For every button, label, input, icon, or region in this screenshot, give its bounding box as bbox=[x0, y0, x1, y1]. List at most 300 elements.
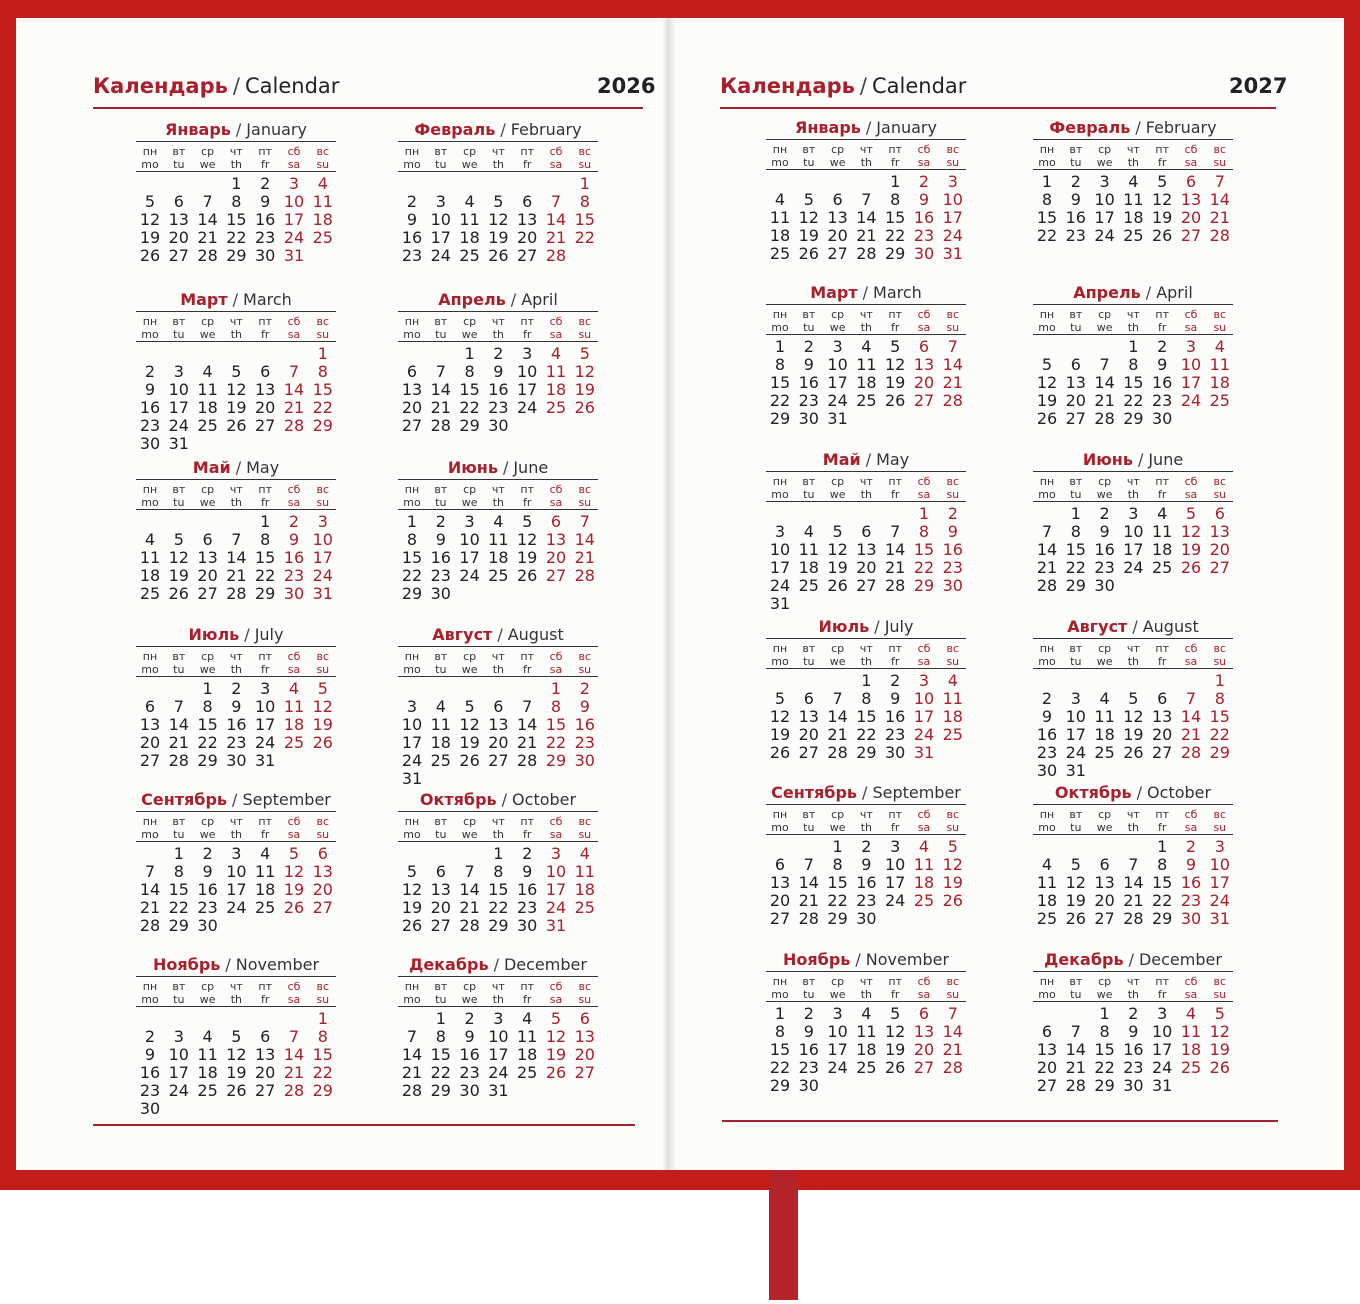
day-cell[interactable]: 6 bbox=[173, 192, 184, 211]
day-cell[interactable]: 24 bbox=[1065, 743, 1086, 762]
day-cell[interactable]: 31 bbox=[942, 244, 963, 263]
day-cell[interactable]: 7 bbox=[861, 190, 872, 209]
day-cell[interactable]: 16 bbox=[1094, 540, 1115, 559]
day-cell[interactable]: 6 bbox=[202, 530, 213, 549]
day-cell[interactable]: 9 bbox=[144, 1045, 156, 1064]
day-cell[interactable]: 28 bbox=[545, 246, 567, 265]
day-cell[interactable]: 2 bbox=[579, 679, 590, 698]
day-cell[interactable]: 11 bbox=[1180, 1022, 1202, 1041]
day-cell[interactable]: 13 bbox=[913, 355, 935, 374]
day-cell[interactable]: 6 bbox=[1214, 504, 1225, 523]
day-cell[interactable]: 3 bbox=[493, 1009, 504, 1028]
day-cell[interactable]: 18 bbox=[1036, 891, 1058, 910]
day-cell[interactable]: 24 bbox=[1123, 558, 1144, 577]
day-cell[interactable]: 7 bbox=[1185, 689, 1197, 708]
day-cell[interactable]: 21 bbox=[283, 1063, 305, 1082]
day-cell[interactable]: 14 bbox=[942, 1022, 963, 1041]
day-cell[interactable]: 28 bbox=[827, 743, 848, 762]
day-cell[interactable]: 3 bbox=[1070, 689, 1081, 708]
day-cell[interactable]: 22 bbox=[913, 558, 935, 577]
day-cell[interactable]: 16 bbox=[459, 1045, 480, 1064]
day-cell[interactable]: 22 bbox=[255, 566, 276, 585]
day-cell[interactable]: 18 bbox=[459, 228, 480, 247]
day-cell[interactable]: 8 bbox=[406, 530, 418, 549]
day-cell[interactable]: 7 bbox=[1041, 522, 1053, 541]
day-cell[interactable]: 5 bbox=[406, 862, 418, 881]
day-cell[interactable]: 29 bbox=[1065, 576, 1086, 595]
day-cell[interactable]: 19 bbox=[488, 228, 509, 247]
day-cell[interactable]: 13 bbox=[574, 1027, 595, 1046]
day-cell[interactable]: 22 bbox=[769, 1058, 791, 1077]
day-cell[interactable]: 4 bbox=[464, 192, 475, 211]
day-cell[interactable]: 10 bbox=[1123, 522, 1144, 541]
day-cell[interactable]: 6 bbox=[861, 522, 872, 541]
day-cell[interactable]: 6 bbox=[1185, 172, 1197, 191]
day-cell[interactable]: 17 bbox=[1152, 1040, 1173, 1059]
day-cell[interactable]: 7 bbox=[550, 192, 562, 211]
day-cell[interactable]: 19 bbox=[168, 566, 189, 585]
day-cell[interactable]: 17 bbox=[1065, 725, 1086, 744]
day-cell[interactable]: 6 bbox=[435, 862, 446, 881]
day-cell[interactable]: 29 bbox=[312, 1081, 333, 1100]
day-cell[interactable]: 8 bbox=[1070, 522, 1081, 541]
day-cell[interactable]: 6 bbox=[522, 192, 533, 211]
day-cell[interactable]: 1 bbox=[890, 172, 901, 191]
day-cell[interactable]: 12 bbox=[885, 355, 906, 374]
day-cell[interactable]: 31 bbox=[488, 1081, 509, 1100]
day-cell[interactable]: 6 bbox=[1099, 855, 1110, 874]
day-cell[interactable]: 5 bbox=[579, 344, 590, 363]
day-cell[interactable]: 27 bbox=[488, 751, 509, 770]
day-cell[interactable]: 9 bbox=[406, 210, 418, 229]
day-cell[interactable]: 10 bbox=[488, 1027, 509, 1046]
day-cell[interactable]: 30 bbox=[139, 434, 161, 453]
day-cell[interactable]: 14 bbox=[226, 548, 247, 567]
day-cell[interactable]: 14 bbox=[197, 210, 218, 229]
day-cell[interactable]: 11 bbox=[942, 689, 963, 708]
day-cell[interactable]: 24 bbox=[517, 398, 538, 417]
day-cell[interactable]: 29 bbox=[401, 584, 423, 603]
day-cell[interactable]: 26 bbox=[827, 576, 848, 595]
day-cell[interactable]: 10 bbox=[1152, 1022, 1173, 1041]
day-cell[interactable]: 3 bbox=[1099, 172, 1110, 191]
day-cell[interactable]: 30 bbox=[255, 246, 276, 265]
day-cell[interactable]: 24 bbox=[168, 416, 189, 435]
day-cell[interactable]: 19 bbox=[1123, 725, 1144, 744]
day-cell[interactable]: 27 bbox=[913, 1058, 935, 1077]
day-cell[interactable]: 27 bbox=[139, 751, 161, 770]
day-cell[interactable]: 11 bbox=[139, 548, 161, 567]
day-cell[interactable]: 9 bbox=[435, 530, 446, 549]
day-cell[interactable]: 17 bbox=[459, 548, 480, 567]
day-cell[interactable]: 13 bbox=[1036, 1040, 1058, 1059]
day-cell[interactable]: 21 bbox=[1065, 1058, 1086, 1077]
day-cell[interactable]: 4 bbox=[918, 837, 930, 856]
day-cell[interactable]: 11 bbox=[1094, 707, 1115, 726]
day-cell[interactable]: 25 bbox=[1036, 909, 1058, 928]
day-cell[interactable]: 27 bbox=[401, 416, 423, 435]
day-cell[interactable]: 12 bbox=[1036, 373, 1058, 392]
day-cell[interactable]: 18 bbox=[312, 210, 333, 229]
day-cell[interactable]: 1 bbox=[1157, 837, 1168, 856]
day-cell[interactable]: 9 bbox=[1041, 707, 1053, 726]
day-cell[interactable]: 31 bbox=[913, 743, 935, 762]
day-cell[interactable]: 6 bbox=[1070, 355, 1081, 374]
day-cell[interactable]: 21 bbox=[885, 558, 906, 577]
day-cell[interactable]: 12 bbox=[283, 862, 305, 881]
day-cell[interactable]: 29 bbox=[1209, 743, 1230, 762]
day-cell[interactable]: 13 bbox=[255, 380, 276, 399]
day-cell[interactable]: 23 bbox=[1036, 743, 1058, 762]
day-cell[interactable]: 16 bbox=[942, 540, 963, 559]
day-cell[interactable]: 18 bbox=[255, 880, 276, 899]
day-cell[interactable]: 21 bbox=[856, 226, 877, 245]
day-cell[interactable]: 8 bbox=[173, 862, 184, 881]
day-cell[interactable]: 29 bbox=[885, 244, 906, 263]
day-cell[interactable]: 28 bbox=[226, 584, 247, 603]
day-cell[interactable]: 18 bbox=[769, 226, 791, 245]
day-cell[interactable]: 21 bbox=[574, 548, 595, 567]
day-cell[interactable]: 16 bbox=[255, 210, 276, 229]
day-cell[interactable]: 22 bbox=[1065, 558, 1086, 577]
day-cell[interactable]: 23 bbox=[139, 416, 161, 435]
day-cell[interactable]: 21 bbox=[283, 398, 305, 417]
day-cell[interactable]: 26 bbox=[459, 751, 480, 770]
day-cell[interactable]: 6 bbox=[918, 337, 930, 356]
day-cell[interactable]: 20 bbox=[139, 733, 161, 752]
day-cell[interactable]: 13 bbox=[545, 530, 567, 549]
day-cell[interactable]: 8 bbox=[550, 697, 562, 716]
day-cell[interactable]: 18 bbox=[139, 566, 161, 585]
day-cell[interactable]: 2 bbox=[947, 504, 958, 523]
day-cell[interactable]: 3 bbox=[890, 837, 901, 856]
day-cell[interactable]: 12 bbox=[1209, 1022, 1230, 1041]
day-cell[interactable]: 16 bbox=[574, 715, 595, 734]
day-cell[interactable]: 9 bbox=[1128, 1022, 1139, 1041]
day-cell[interactable]: 5 bbox=[1070, 855, 1081, 874]
day-cell[interactable]: 11 bbox=[312, 192, 333, 211]
day-cell[interactable]: 28 bbox=[885, 576, 906, 595]
day-cell[interactable]: 1 bbox=[550, 679, 562, 698]
day-cell[interactable]: 5 bbox=[493, 192, 504, 211]
day-cell[interactable]: 19 bbox=[139, 228, 161, 247]
day-cell[interactable]: 27 bbox=[430, 916, 451, 935]
day-cell[interactable]: 26 bbox=[517, 566, 538, 585]
day-cell[interactable]: 9 bbox=[1099, 522, 1110, 541]
day-cell[interactable]: 16 bbox=[401, 228, 423, 247]
day-cell[interactable]: 16 bbox=[430, 548, 451, 567]
day-cell[interactable]: 28 bbox=[430, 416, 451, 435]
day-cell[interactable]: 22 bbox=[168, 898, 189, 917]
day-cell[interactable]: 4 bbox=[202, 362, 213, 381]
day-cell[interactable]: 20 bbox=[1152, 725, 1173, 744]
day-cell[interactable]: 28 bbox=[459, 916, 480, 935]
day-cell[interactable]: 1 bbox=[464, 344, 475, 363]
day-cell[interactable]: 10 bbox=[459, 530, 480, 549]
day-cell[interactable]: 10 bbox=[1209, 855, 1230, 874]
day-cell[interactable]: 31 bbox=[283, 246, 305, 265]
day-cell[interactable]: 18 bbox=[856, 1040, 877, 1059]
day-cell[interactable]: 5 bbox=[550, 1009, 562, 1028]
day-cell[interactable]: 20 bbox=[1209, 540, 1230, 559]
day-cell[interactable]: 26 bbox=[283, 898, 305, 917]
day-cell[interactable]: 18 bbox=[488, 548, 509, 567]
day-cell[interactable]: 11 bbox=[913, 855, 935, 874]
day-cell[interactable]: 4 bbox=[1041, 855, 1053, 874]
day-cell[interactable]: 14 bbox=[1180, 707, 1202, 726]
day-cell[interactable]: 1 bbox=[1099, 1004, 1110, 1023]
day-cell[interactable]: 2 bbox=[231, 679, 242, 698]
day-cell[interactable]: 20 bbox=[255, 398, 276, 417]
day-cell[interactable]: 9 bbox=[464, 1027, 475, 1046]
day-cell[interactable]: 25 bbox=[283, 733, 305, 752]
day-cell[interactable]: 30 bbox=[488, 416, 509, 435]
day-cell[interactable]: 11 bbox=[255, 862, 276, 881]
day-cell[interactable]: 29 bbox=[197, 751, 218, 770]
day-cell[interactable]: 22 bbox=[1152, 891, 1173, 910]
day-cell[interactable]: 27 bbox=[545, 566, 567, 585]
day-cell[interactable]: 8 bbox=[918, 522, 930, 541]
day-cell[interactable]: 1 bbox=[493, 844, 504, 863]
day-cell[interactable]: 29 bbox=[769, 409, 791, 428]
day-cell[interactable]: 4 bbox=[861, 337, 872, 356]
day-cell[interactable]: 23 bbox=[459, 1063, 480, 1082]
day-cell[interactable]: 2 bbox=[260, 174, 271, 193]
day-cell[interactable]: 14 bbox=[401, 1045, 423, 1064]
day-cell[interactable]: 7 bbox=[435, 362, 446, 381]
day-cell[interactable]: 25 bbox=[459, 246, 480, 265]
day-cell[interactable]: 12 bbox=[885, 1022, 906, 1041]
day-cell[interactable]: 9 bbox=[1157, 355, 1168, 374]
day-cell[interactable]: 21 bbox=[1094, 391, 1115, 410]
day-cell[interactable]: 30 bbox=[197, 916, 218, 935]
day-cell[interactable]: 18 bbox=[1180, 1040, 1202, 1059]
day-cell[interactable]: 19 bbox=[459, 733, 480, 752]
day-cell[interactable]: 30 bbox=[226, 751, 247, 770]
day-cell[interactable]: 27 bbox=[1094, 909, 1115, 928]
day-cell[interactable]: 17 bbox=[430, 228, 451, 247]
day-cell[interactable]: 14 bbox=[168, 715, 189, 734]
day-cell[interactable]: 2 bbox=[144, 362, 156, 381]
day-cell[interactable]: 30 bbox=[517, 916, 538, 935]
day-cell[interactable]: 15 bbox=[856, 707, 877, 726]
day-cell[interactable]: 14 bbox=[827, 707, 848, 726]
day-cell[interactable]: 25 bbox=[1209, 391, 1230, 410]
day-cell[interactable]: 17 bbox=[827, 373, 848, 392]
day-cell[interactable]: 2 bbox=[1070, 172, 1081, 191]
day-cell[interactable]: 6 bbox=[260, 362, 271, 381]
day-cell[interactable]: 27 bbox=[517, 246, 538, 265]
day-cell[interactable]: 12 bbox=[517, 530, 538, 549]
day-cell[interactable]: 20 bbox=[1180, 208, 1202, 227]
day-cell[interactable]: 16 bbox=[1152, 373, 1173, 392]
day-cell[interactable]: 17 bbox=[827, 1040, 848, 1059]
day-cell[interactable]: 30 bbox=[885, 743, 906, 762]
day-cell[interactable]: 13 bbox=[827, 208, 848, 227]
day-cell[interactable]: 2 bbox=[861, 837, 872, 856]
day-cell[interactable]: 14 bbox=[1036, 540, 1058, 559]
day-cell[interactable]: 4 bbox=[1185, 1004, 1197, 1023]
day-cell[interactable]: 20 bbox=[168, 228, 189, 247]
day-cell[interactable]: 30 bbox=[459, 1081, 480, 1100]
day-cell[interactable]: 26 bbox=[139, 246, 161, 265]
day-cell[interactable]: 15 bbox=[769, 373, 791, 392]
day-cell[interactable]: 25 bbox=[430, 751, 451, 770]
day-cell[interactable]: 12 bbox=[1065, 873, 1086, 892]
day-cell[interactable]: 8 bbox=[890, 190, 901, 209]
day-cell[interactable]: 1 bbox=[1214, 671, 1225, 690]
day-cell[interactable]: 1 bbox=[231, 174, 242, 193]
day-cell[interactable]: 30 bbox=[798, 1076, 819, 1095]
day-cell[interactable]: 13 bbox=[168, 210, 189, 229]
day-cell[interactable]: 6 bbox=[918, 1004, 930, 1023]
day-cell[interactable]: 8 bbox=[1099, 1022, 1110, 1041]
day-cell[interactable]: 16 bbox=[488, 380, 509, 399]
day-cell[interactable]: 6 bbox=[493, 697, 504, 716]
day-cell[interactable]: 23 bbox=[226, 733, 247, 752]
day-cell[interactable]: 12 bbox=[401, 880, 423, 899]
day-cell[interactable]: 15 bbox=[769, 1040, 791, 1059]
day-cell[interactable]: 14 bbox=[283, 380, 305, 399]
day-cell[interactable]: 22 bbox=[488, 898, 509, 917]
day-cell[interactable]: 7 bbox=[947, 1004, 958, 1023]
day-cell[interactable]: 20 bbox=[574, 1045, 595, 1064]
day-cell[interactable]: 4 bbox=[260, 844, 271, 863]
day-cell[interactable]: 24 bbox=[168, 1081, 189, 1100]
day-cell[interactable]: 8 bbox=[1128, 355, 1139, 374]
day-cell[interactable]: 11 bbox=[197, 380, 218, 399]
day-cell[interactable]: 22 bbox=[401, 566, 423, 585]
day-cell[interactable]: 17 bbox=[913, 707, 935, 726]
day-cell[interactable]: 8 bbox=[317, 362, 328, 381]
day-cell[interactable]: 14 bbox=[459, 880, 480, 899]
day-cell[interactable]: 15 bbox=[488, 880, 509, 899]
day-cell[interactable]: 23 bbox=[885, 725, 906, 744]
day-cell[interactable]: 6 bbox=[550, 512, 562, 531]
day-cell[interactable]: 4 bbox=[435, 697, 446, 716]
day-cell[interactable]: 28 bbox=[798, 909, 819, 928]
day-cell[interactable]: 3 bbox=[1157, 1004, 1168, 1023]
day-cell[interactable]: 12 bbox=[226, 1045, 247, 1064]
day-cell[interactable]: 19 bbox=[885, 373, 906, 392]
day-cell[interactable]: 20 bbox=[856, 558, 877, 577]
day-cell[interactable]: 17 bbox=[488, 1045, 509, 1064]
day-cell[interactable]: 11 bbox=[798, 540, 819, 559]
day-cell[interactable]: 28 bbox=[1123, 909, 1144, 928]
day-cell[interactable]: 30 bbox=[1152, 409, 1173, 428]
day-cell[interactable]: 22 bbox=[312, 398, 333, 417]
day-cell[interactable]: 17 bbox=[1180, 373, 1202, 392]
day-cell[interactable]: 3 bbox=[464, 512, 475, 531]
day-cell[interactable]: 25 bbox=[769, 244, 791, 263]
day-cell[interactable]: 5 bbox=[231, 362, 242, 381]
day-cell[interactable]: 31 bbox=[769, 594, 791, 613]
day-cell[interactable]: 15 bbox=[1094, 1040, 1115, 1059]
day-cell[interactable]: 18 bbox=[942, 707, 963, 726]
day-cell[interactable]: 25 bbox=[197, 1081, 218, 1100]
day-cell[interactable]: 4 bbox=[1099, 689, 1110, 708]
day-cell[interactable]: 24 bbox=[459, 566, 480, 585]
day-cell[interactable]: 28 bbox=[283, 1081, 305, 1100]
day-cell[interactable]: 19 bbox=[1065, 891, 1086, 910]
day-cell[interactable]: 23 bbox=[574, 733, 595, 752]
day-cell[interactable]: 20 bbox=[798, 725, 819, 744]
day-cell[interactable]: 26 bbox=[769, 743, 791, 762]
day-cell[interactable]: 15 bbox=[226, 210, 247, 229]
day-cell[interactable]: 27 bbox=[1180, 226, 1202, 245]
day-cell[interactable]: 14 bbox=[545, 210, 567, 229]
day-cell[interactable]: 21 bbox=[1123, 891, 1144, 910]
day-cell[interactable]: 15 bbox=[913, 540, 935, 559]
day-cell[interactable]: 19 bbox=[885, 1040, 906, 1059]
day-cell[interactable]: 31 bbox=[312, 584, 333, 603]
day-cell[interactable]: 13 bbox=[1152, 707, 1173, 726]
day-cell[interactable]: 9 bbox=[522, 862, 533, 881]
day-cell[interactable]: 1 bbox=[173, 844, 184, 863]
day-cell[interactable]: 15 bbox=[197, 715, 218, 734]
day-cell[interactable]: 9 bbox=[202, 862, 213, 881]
day-cell[interactable]: 5 bbox=[890, 337, 901, 356]
day-cell[interactable]: 28 bbox=[1094, 409, 1115, 428]
day-cell[interactable]: 17 bbox=[312, 548, 333, 567]
day-cell[interactable]: 6 bbox=[579, 1009, 590, 1028]
day-cell[interactable]: 23 bbox=[856, 891, 877, 910]
day-cell[interactable]: 19 bbox=[312, 715, 333, 734]
day-cell[interactable]: 7 bbox=[579, 512, 590, 531]
day-cell[interactable]: 16 bbox=[1123, 1040, 1144, 1059]
day-cell[interactable]: 31 bbox=[255, 751, 276, 770]
day-cell[interactable]: 13 bbox=[1180, 190, 1202, 209]
day-cell[interactable]: 17 bbox=[168, 398, 189, 417]
day-cell[interactable]: 15 bbox=[574, 210, 595, 229]
day-cell[interactable]: 19 bbox=[517, 548, 538, 567]
day-cell[interactable]: 19 bbox=[1152, 208, 1173, 227]
day-cell[interactable]: 10 bbox=[769, 540, 791, 559]
day-cell[interactable]: 21 bbox=[139, 898, 161, 917]
day-cell[interactable]: 31 bbox=[1065, 761, 1086, 780]
day-cell[interactable]: 26 bbox=[545, 1063, 567, 1082]
day-cell[interactable]: 26 bbox=[1036, 409, 1058, 428]
day-cell[interactable]: 5 bbox=[1157, 172, 1168, 191]
day-cell[interactable]: 9 bbox=[144, 380, 156, 399]
day-cell[interactable]: 5 bbox=[947, 837, 958, 856]
day-cell[interactable]: 26 bbox=[798, 244, 819, 263]
day-cell[interactable]: 18 bbox=[430, 733, 451, 752]
day-cell[interactable]: 5 bbox=[803, 190, 814, 209]
day-cell[interactable]: 13 bbox=[488, 715, 509, 734]
day-cell[interactable]: 4 bbox=[550, 344, 562, 363]
day-cell[interactable]: 8 bbox=[317, 1027, 328, 1046]
day-cell[interactable]: 13 bbox=[401, 380, 423, 399]
day-cell[interactable]: 8 bbox=[435, 1027, 446, 1046]
day-cell[interactable]: 25 bbox=[798, 576, 819, 595]
day-cell[interactable]: 19 bbox=[401, 898, 423, 917]
day-cell[interactable]: 8 bbox=[202, 697, 213, 716]
day-cell[interactable]: 8 bbox=[832, 855, 843, 874]
day-cell[interactable]: 30 bbox=[798, 409, 819, 428]
day-cell[interactable]: 29 bbox=[1123, 409, 1144, 428]
day-cell[interactable]: 21 bbox=[1036, 558, 1058, 577]
day-cell[interactable]: 19 bbox=[1209, 1040, 1230, 1059]
day-cell[interactable]: 3 bbox=[832, 1004, 843, 1023]
day-cell[interactable]: 14 bbox=[1065, 1040, 1086, 1059]
day-cell[interactable]: 30 bbox=[1094, 576, 1115, 595]
day-cell[interactable]: 30 bbox=[139, 1099, 161, 1118]
day-cell[interactable]: 24 bbox=[488, 1063, 509, 1082]
day-cell[interactable]: 11 bbox=[574, 862, 595, 881]
day-cell[interactable]: 30 bbox=[283, 584, 305, 603]
day-cell[interactable]: 2 bbox=[144, 1027, 156, 1046]
